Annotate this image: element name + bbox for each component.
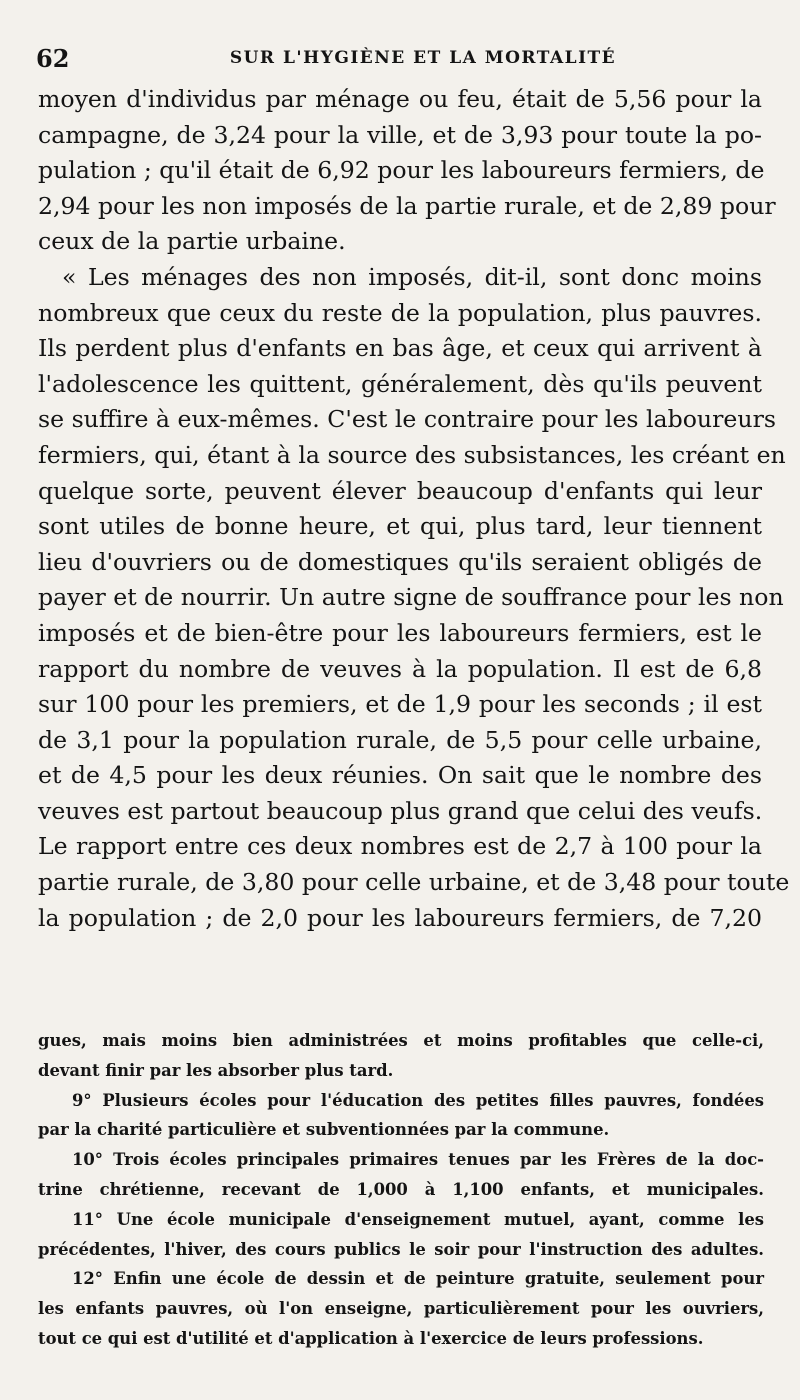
text-line: pulation ; qu'il était de 6,92 pour les laboureurs fermiers, de bbox=[38, 156, 765, 185]
text-line: et de 4,5 pour les deux réunies. On sait que le nombre des bbox=[38, 761, 762, 790]
text-line: imposés et de bien-être pour les laboureurs fermiers, est le bbox=[38, 618, 762, 647]
text-line: se suffire à eux-mêmes. C'est le contraire pour les laboureurs bbox=[38, 405, 776, 434]
footnotes bbox=[38, 1026, 764, 1354]
text-line: rapport du nombre de veuves à la population. Il est de 6,8 bbox=[38, 654, 762, 683]
footnote-line: devant finir par les absorber plus tard. bbox=[38, 1060, 394, 1080]
text-line: « Les ménages des non imposés, dit-il, sont donc moins bbox=[62, 262, 762, 291]
text-line: Ils perdent plus d'enfants en bas âge, et ceux qui arrivent à bbox=[38, 334, 762, 363]
text-line: campagne, de 3,24 pour la ville, et de 3,93 pour toute la po- bbox=[38, 120, 762, 149]
text-line: ceux de la partie urbaine. bbox=[38, 227, 346, 256]
page-header bbox=[36, 44, 760, 72]
footnote-line: tout ce qui est d'utilité et d'application à l'exercice de leurs professions. bbox=[38, 1328, 704, 1348]
text-line: 2,94 pour les non imposés de la partie rurale, et de 2,89 pour bbox=[38, 191, 776, 220]
main-text bbox=[38, 82, 790, 936]
text-line: moyen d'individus par ménage ou feu, était de 5,56 pour la bbox=[38, 85, 762, 113]
footnote-line: 9° Plusieurs écoles pour l'éducation des petites filles pauvres, fondées bbox=[72, 1090, 764, 1110]
text-line: sont utiles de bonne heure, et qui, plus tard, leur tiennent bbox=[38, 512, 762, 541]
footnote-line: précédentes, l'hiver, des cours publics le soir pour l'instruction des adultes. bbox=[38, 1239, 764, 1259]
text-line: de 3,1 pour la population rurale, de 5,5 pour celle urbaine, bbox=[38, 725, 762, 754]
footnote-line: trine chrétienne, recevant de 1,000 à 1,100 enfants, et municipales. bbox=[38, 1179, 764, 1199]
running-title: SUR L'HYGIÈNE ET LA MORTALITÉ bbox=[229, 48, 617, 68]
footnote-line: les enfants pauvres, où l'on enseigne, particulièrement pour les ouvriers, bbox=[38, 1299, 764, 1319]
text-line: l'adolescence les quittent, généralement, dès qu'ils peuvent bbox=[38, 369, 762, 398]
footnote-line: 10° Trois écoles principales primaires tenues par les Frères de la doc- bbox=[72, 1150, 764, 1170]
text-line: fermiers, qui, étant à la source des subsistances, les créant en bbox=[38, 440, 786, 469]
text-line: nombreux que ceux du reste de la population, plus pauvres. bbox=[38, 298, 762, 327]
footnote-line: gues, mais moins bien administrées et moins profitables que celle-ci, bbox=[38, 1031, 764, 1050]
text-line: sur 100 pour les premiers, et de 1,9 pour les seconds ; il est bbox=[38, 690, 762, 719]
text-line: lieu d'ouvriers ou de domestiques qu'ils seraient obligés de bbox=[38, 547, 762, 576]
text-line: veuves est partout beaucoup plus grand que celui des veufs. bbox=[38, 796, 763, 825]
page-number: 62 bbox=[36, 44, 70, 73]
text-line: Le rapport entre ces deux nombres est de 2,7 à 100 pour la bbox=[38, 832, 762, 861]
footnote-line: 11° Une école municipale d'enseignement mutuel, ayant, comme les bbox=[72, 1209, 764, 1229]
text-line: partie rurale, de 3,80 pour celle urbaine, et de 3,48 pour toute bbox=[38, 868, 790, 897]
text-line: la population ; de 2,0 pour les laboureurs fermiers, de 7,20 bbox=[38, 903, 762, 932]
text-line: quelque sorte, peuvent élever beaucoup d'enfants qui leur bbox=[38, 476, 762, 505]
text-line: payer et de nourrir. Un autre signe de souffrance pour les non bbox=[38, 583, 784, 612]
footnote-line: par la charité particulière et subventionnées par la commune. bbox=[38, 1120, 610, 1140]
footnote-line: 12° Enfin une école de dessin et de peinture gratuite, seulement pour bbox=[72, 1269, 764, 1289]
